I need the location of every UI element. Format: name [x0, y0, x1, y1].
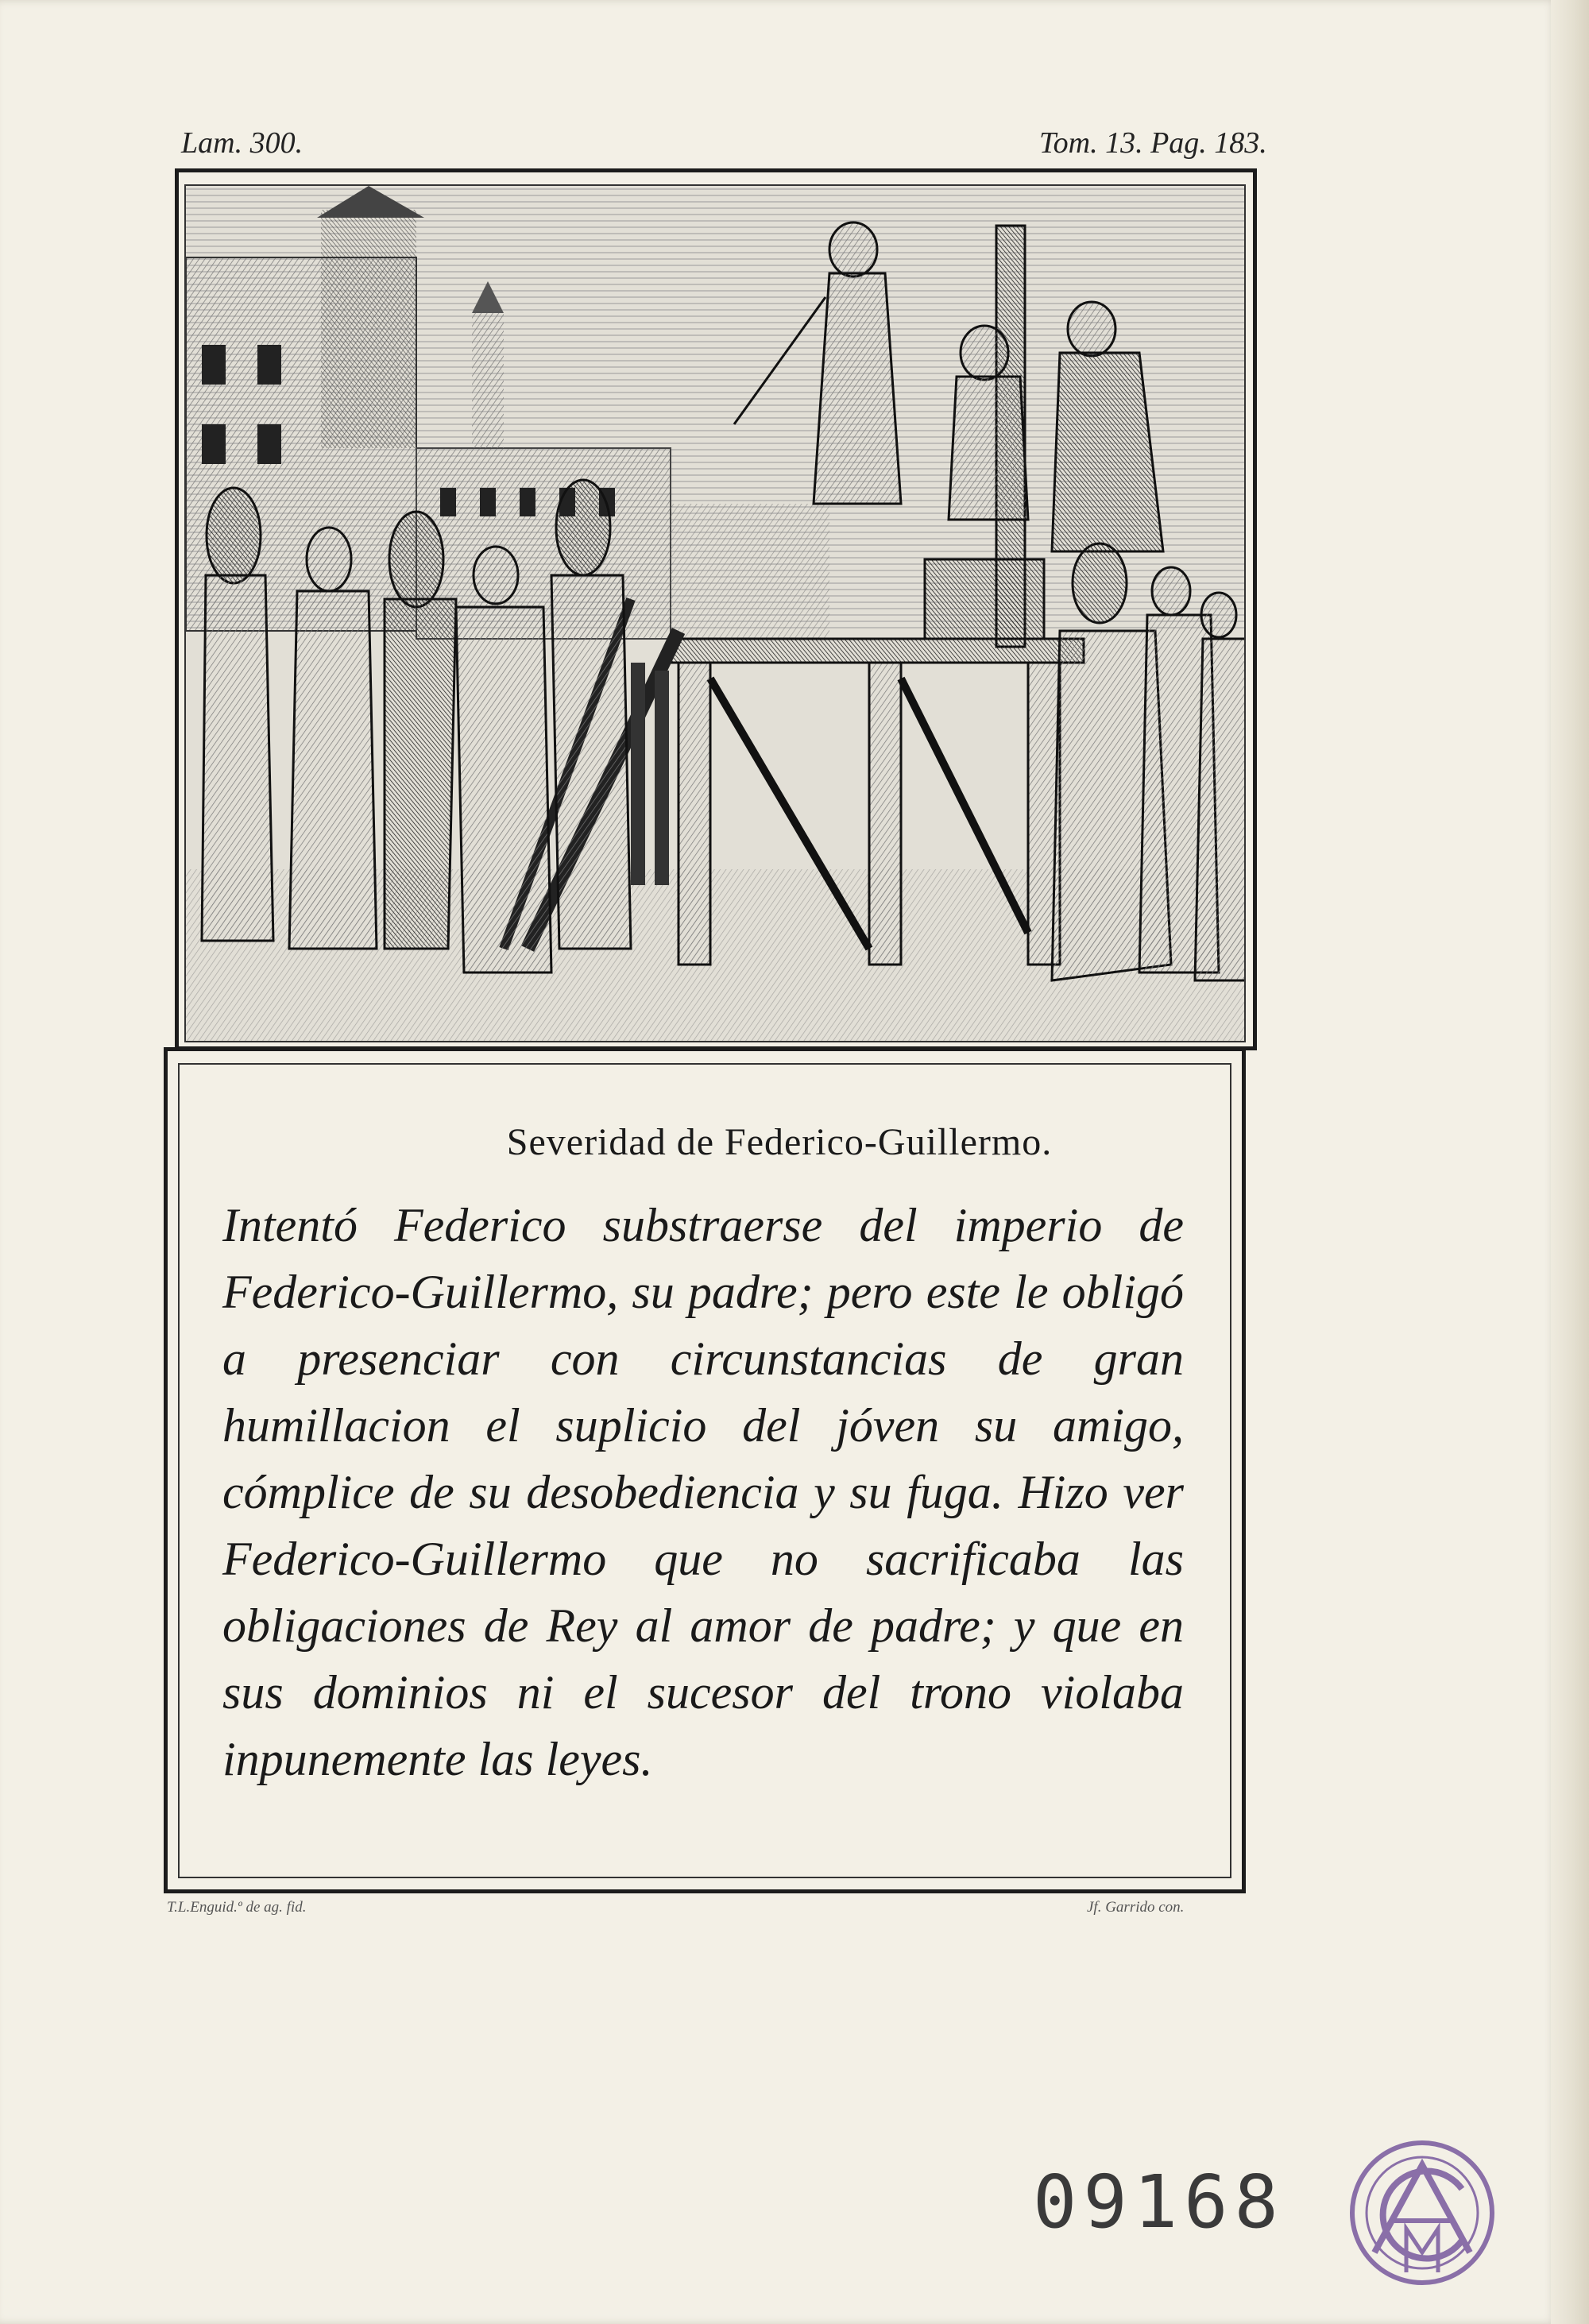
caption-body: Intentó Federico substraerse del imperio de Federico-Guillermo, su padre; pero este le obligó a presenciar con circunstancias de gran humillacion el suplicio del jóven su amigo, cómplice de su desobediencia y su fuga. Hizo ver Federico-Guillermo que no sacrificaba las obligaciones de Rey al amor de padre; y que en sus dominios ni el sucesor del trono violaba inpunemente las leyes.	[222, 1199, 1184, 1785]
inventory-number: 09168	[1033, 2160, 1285, 2245]
engraver-credit: Jf. Garrido con.	[1087, 1899, 1185, 1916]
monogram-stamp-icon	[1343, 2133, 1502, 2292]
volume-page-reference: Tom. 13. Pag. 183.	[1039, 126, 1267, 160]
caption-title: Severidad de Federico-Guillermo.	[506, 1121, 1053, 1163]
engraving-execution-scene-icon	[186, 186, 1246, 1042]
plate-number: Lam. 300.	[181, 126, 303, 160]
draughtsman-credit: T.L.Enguid.º de ag. fid.	[167, 1899, 307, 1916]
engraving-illustration	[184, 184, 1246, 1042]
